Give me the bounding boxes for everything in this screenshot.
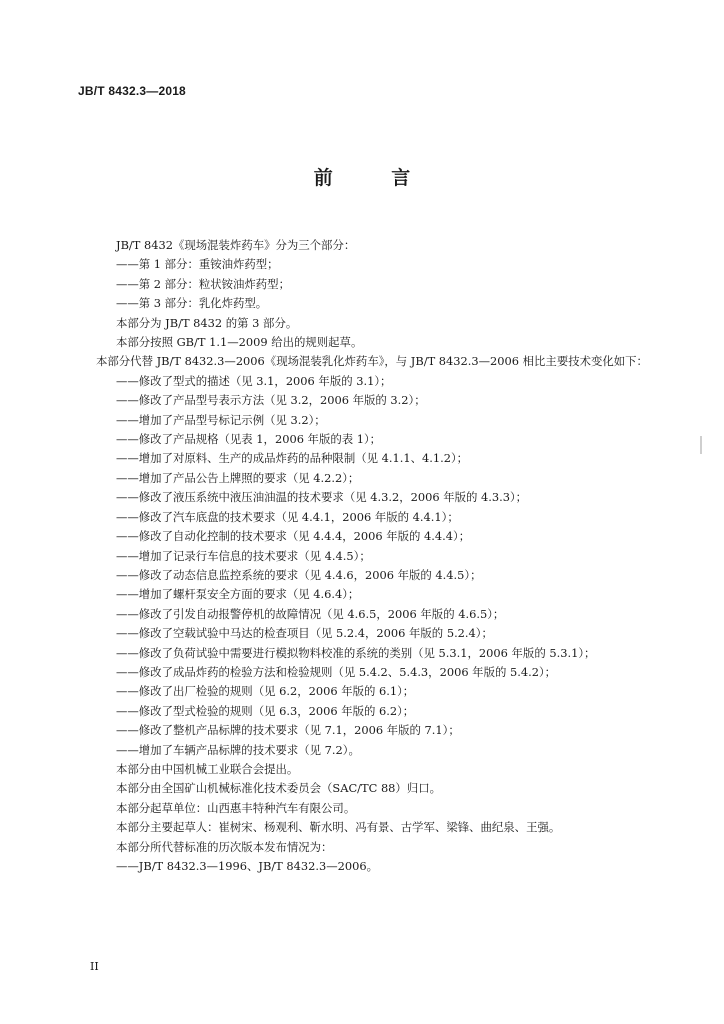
paragraph: 本部分为 JB/T 8432 的第 3 部分。: [116, 315, 298, 330]
list-item: ——第 1 部分：重铵油炸药型；: [116, 257, 279, 272]
list-item: ——修改了产品规格（见表 1，2006 年版的表 1）；: [116, 432, 382, 447]
list-item: ——JB/T 8432.3—1996、JB/T 8432.3—2006。: [116, 859, 379, 873]
paragraph: 本部分起草单位：山西惠丰特种汽车有限公司。: [116, 800, 356, 815]
list-item: ——修改了型式的描述（见 3.1，2006 年版的 3.1）；: [116, 373, 392, 388]
list-item: ——增加了对原料、生产的成品炸药的品种限制（见 4.1.1、4.1.2）；: [116, 451, 469, 466]
list-item: ——修改了汽车底盘的技术要求（见 4.4.1，2006 年版的 4.4.1）；: [116, 509, 459, 524]
list-item: ——修改了引发自动报警停机的故障情况（见 4.6.5，2006 年版的 4.6.5）；: [116, 606, 505, 621]
list-item: ——修改了动态信息监控系统的要求（见 4.4.6，2006 年版的 4.4.5）；: [116, 567, 482, 582]
list-item: ——修改了液压系统中液压油油温的技术要求（见 4.3.2，2006 年版的 4.3.3）；: [116, 490, 528, 505]
list-item: ——第 3 部分：乳化炸药型。: [116, 296, 268, 311]
list-item: ——修改了成品炸药的检验方法和检验规则（见 5.4.2、5.4.3，2006 年版的 5.4.2）；: [116, 664, 557, 679]
list-item: ——修改了负荷试验中需要进行模拟物料校准的系统的类别（见 5.3.1，2006 年版的 5.3.1）；: [116, 645, 596, 660]
list-item: ——增加了螺杆泵安全方面的要求（见 4.6.4）；: [116, 587, 360, 602]
list-item: ——修改了整机产品标牌的技术要求（见 7.1，2006 年版的 7.1）；: [116, 723, 460, 738]
list-item: ——修改了自动化控制的技术要求（见 4.4.4，2006 年版的 4.4.4）；: [116, 529, 471, 544]
foreword-body: [96, 236, 676, 876]
list-item: ——增加了产品公告上牌照的要求（见 4.2.2）；: [116, 470, 360, 485]
list-item: ——修改了出厂检验的规则（见 6.2，2006 年版的 6.1）；: [116, 684, 415, 699]
scan-margin-mark: [700, 436, 702, 454]
page-title: 前 言: [313, 167, 437, 189]
paragraph: 本部分所代替标准的历次版本发布情况为：: [116, 839, 333, 854]
standard-number: JB/T 8432.3—2018: [78, 84, 186, 98]
list-item: ——增加了记录行车信息的技术要求（见 4.4.5）；: [116, 548, 371, 563]
page-number: II: [90, 960, 99, 973]
list-item: ——修改了型式检验的规则（见 6.3，2006 年版的 6.2）；: [116, 703, 415, 718]
list-item: ——修改了产品型号表示方法（见 3.2，2006 年版的 3.2）；: [116, 393, 426, 408]
list-item: ——第 2 部分：粒状铵油炸药型；: [116, 276, 290, 291]
paragraph: 本部分由全国矿山机械标准化技术委员会（SAC/TC 88）归口。: [116, 781, 441, 796]
paragraph: 本部分由中国机械工业联合会提出。: [116, 761, 299, 776]
list-item: ——增加了车辆产品标牌的技术要求（见 7.2）。: [116, 742, 360, 757]
list-item: ——增加了产品型号标记示例（见 3.2）；: [116, 412, 326, 427]
paragraph: 本部分主要起草人：崔树宋、杨观利、靳水明、冯有景、古学军、梁锋、曲纪泉、王强。: [116, 820, 561, 835]
paragraph: JB/T 8432《现场混装炸药车》分为三个部分：: [116, 238, 356, 252]
paragraph: 本部分按照 GB/T 1.1—2009 给出的规则起草。: [116, 335, 363, 350]
list-item: ——修改了空载试验中马达的检查项目（见 5.2.4，2006 年版的 5.2.4）；: [116, 626, 493, 641]
paragraph: 本部分代替 JB/T 8432.3—2006《现场混装乳化炸药车》，与 JB/T 8432.3—2006 相比主要技术变化如下：: [96, 354, 648, 369]
